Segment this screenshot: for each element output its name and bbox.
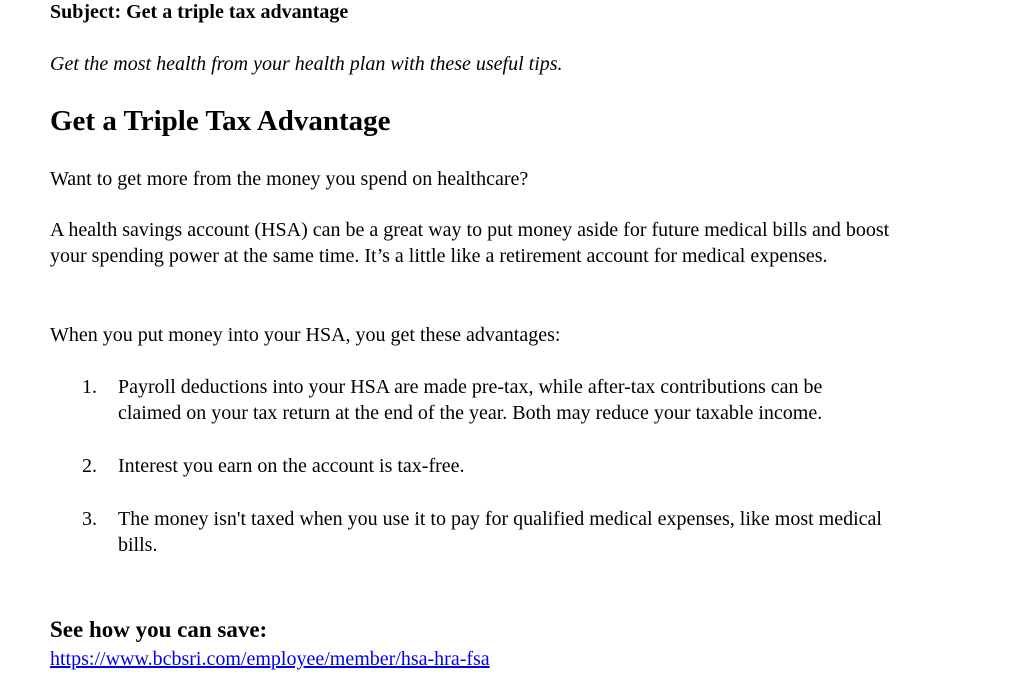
list-item-number: 3.	[82, 508, 97, 530]
advantages-intro: When you put money into your HSA, you get these advantages:	[50, 324, 561, 346]
list-item	[50, 453, 890, 479]
subject-line: Subject: Get a triple tax advantage	[50, 1, 349, 23]
intro-question: Want to get more from the money you spend on healthcare?	[50, 168, 529, 190]
advantages-list	[50, 374, 890, 585]
list-item-text: Payroll deductions into your HSA are made pre-tax, while after-tax contributions can be claimed on your tax return at the end of the year. Both may reduce your taxable income.	[118, 376, 823, 424]
list-item-number: 1.	[82, 376, 97, 398]
cta-heading: See how you can save:	[50, 617, 268, 642]
list-item	[50, 506, 890, 558]
list-item-text: The money isn't taxed when you use it to pay for qualified medical expenses, like most medical bills.	[118, 508, 882, 556]
tagline: Get the most health from your health plan with these useful tips.	[50, 53, 563, 75]
hsa-description: A health savings account (HSA) can be a great way to put money aside for future medical bills and boost your spending power at the same time. It’s a little like a retirement account for medical expenses.	[50, 219, 890, 267]
list-item-number: 2.	[82, 455, 97, 477]
list-item-text: Interest you earn on the account is tax-free.	[118, 455, 465, 477]
page-title: Get a Triple Tax Advantage	[50, 105, 391, 137]
hsa-info-link[interactable]: https://www.bcbsri.com/employee/member/hsa-hra-fsa	[50, 648, 490, 670]
list-item	[50, 374, 890, 426]
